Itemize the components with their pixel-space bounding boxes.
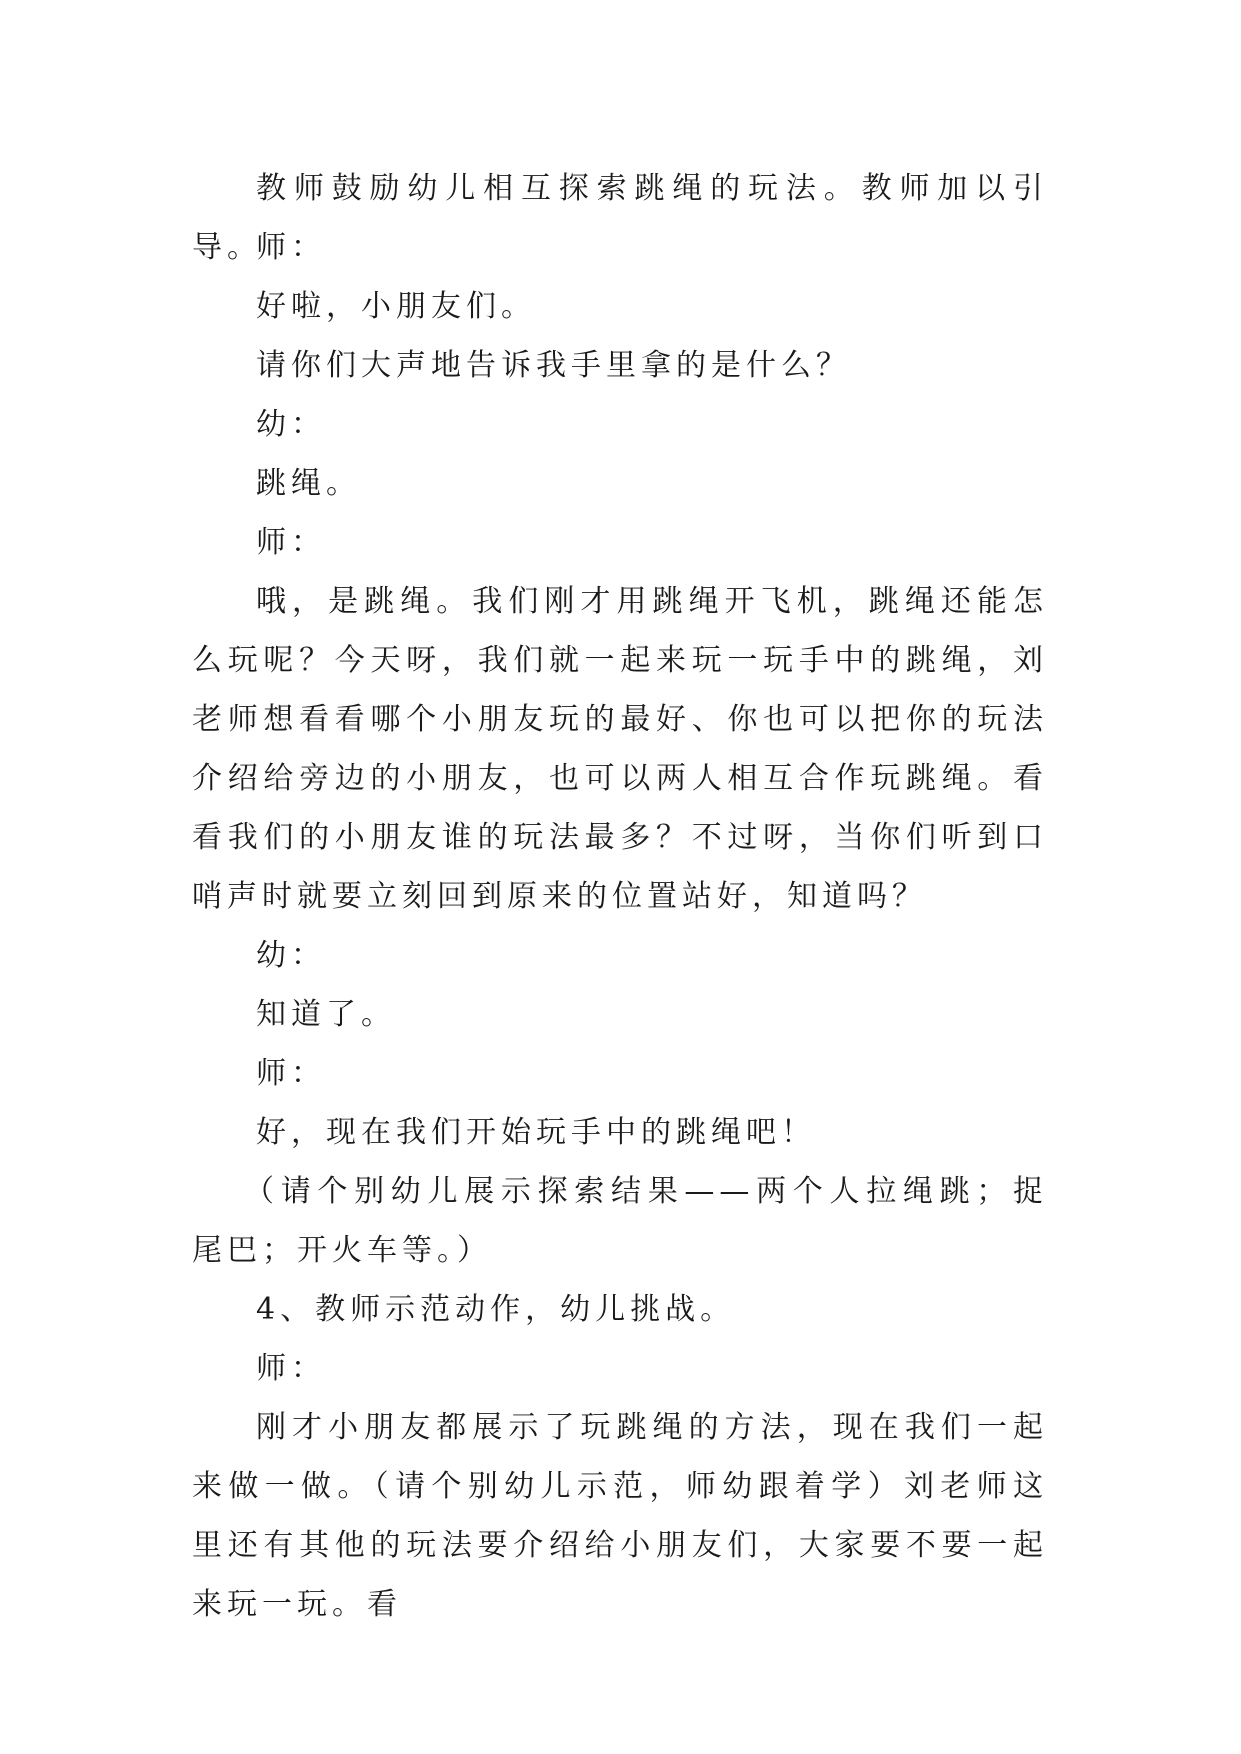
teacher-line: 请你们大声地告诉我手里拿的是什么？: [256, 348, 851, 383]
paragraph-intro: 教师鼓励幼儿相互探索跳绳的玩法。教师加以引导。: [192, 171, 1048, 265]
teacher-long-line: 刚才小朋友都展示了玩跳绳的方法，现在我们一起来做一做。（请个别幼儿示范，师幼跟着学）刘老师这里还有其他的玩法要介绍给小朋友们，大家要不要一起来玩一玩。看: [192, 1410, 1048, 1622]
speaker-teacher: 师：: [256, 230, 326, 265]
step-heading: 4、教师示范动作，幼儿挑战。: [256, 1292, 736, 1327]
stage-direction: （请个别幼儿展示探索结果——两个人拉绳跳；捉尾巴；开火车等。）: [192, 1174, 1048, 1268]
teacher-line: 好，现在我们开始玩手中的跳绳吧！: [256, 1115, 816, 1150]
speaker-teacher: 师：: [256, 525, 326, 560]
child-line: 知道了。: [256, 997, 396, 1032]
speaker-teacher: 师：: [256, 1056, 326, 1091]
speaker-child: 幼：: [256, 938, 326, 973]
speaker-teacher: 师：: [256, 1351, 326, 1386]
teacher-line: 好啦，小朋友们。: [256, 289, 536, 324]
teacher-long-line: 哦，是跳绳。我们刚才用跳绳开飞机，跳绳还能怎么玩呢？今天呀，我们就一起来玩一玩手中的跳绳，刘老师想看看哪个小朋友玩的最好、你也可以把你的玩法介绍给旁边的小朋友，也可以两人相互合作玩跳绳。看看我们的小朋友谁的玩法最多？不过呀，当你们听到口哨声时就要立刻回到原来的位置站好，知道吗？: [192, 584, 1048, 914]
child-line: 跳绳。: [256, 466, 361, 501]
speaker-child: 幼：: [256, 407, 326, 442]
